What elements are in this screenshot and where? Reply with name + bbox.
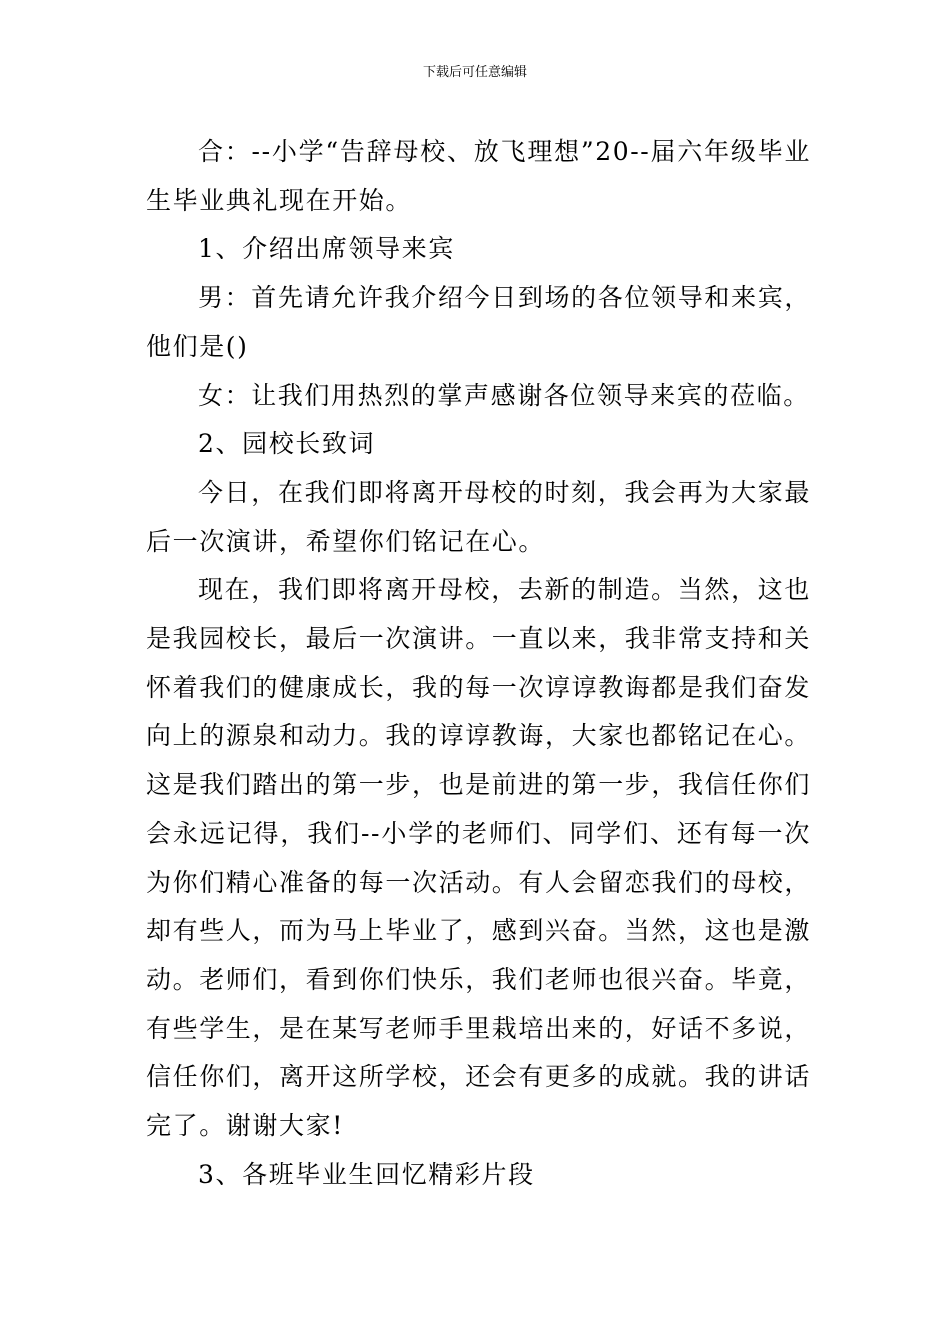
paragraph-speech-intro: 今日，在我们即将离开母校的时刻，我会再为大家最后一次演讲，希望你们铭记在心。 bbox=[146, 477, 811, 556]
paragraph-speech-body: 现在，我们即将离开母校，去新的制造。当然，这也是我园校长，最后一次演讲。一直以来，我非常支持和关怀着我们的健康成长，我的每一次谆谆教诲都是我们奋发向上的源泉和动力。我的谆谆教诲，大家也都铭记在心。这是我们踏出的第一步，也是前进的第一步，我信任你们会永远记得，我们--小学的老师们、同学们、还有每一次为你们精心准备的每一次活动。有人会留恋我们的母校，却有些人，而为马上毕业了，感到兴奋。当然，这也是激动。老师们，看到你们快乐，我们老师也很兴奋。毕竟，有些学生，是在某写老师手里栽培出来的，好话不多说，信任你们，离开这所学校，还会有更多的成就。我的讲话完了。谢谢大家! bbox=[146, 575, 812, 1141]
paragraph-male-host: 男：首先请允许我介绍今日到场的各位领导和来宾，他们是() bbox=[146, 283, 811, 361]
document-body bbox=[146, 128, 811, 1199]
page-header-note: 下载后可任意编辑 bbox=[422, 65, 527, 80]
paragraph-section-2-heading: 2、园校长致词 bbox=[198, 429, 376, 459]
paragraph-section-3-heading: 3、各班毕业生回忆精彩片段 bbox=[198, 1159, 535, 1189]
paragraph-opening: 合：--小学“告辞母校、放飞理想”20--届六年级毕业生毕业典礼现在开始。 bbox=[146, 137, 811, 215]
paragraph-female-host: 女：让我们用热烈的掌声感谢各位领导来宾的莅临。 bbox=[198, 380, 810, 410]
paragraph-section-1-heading: 1、介绍出席领导来宾 bbox=[198, 234, 455, 264]
